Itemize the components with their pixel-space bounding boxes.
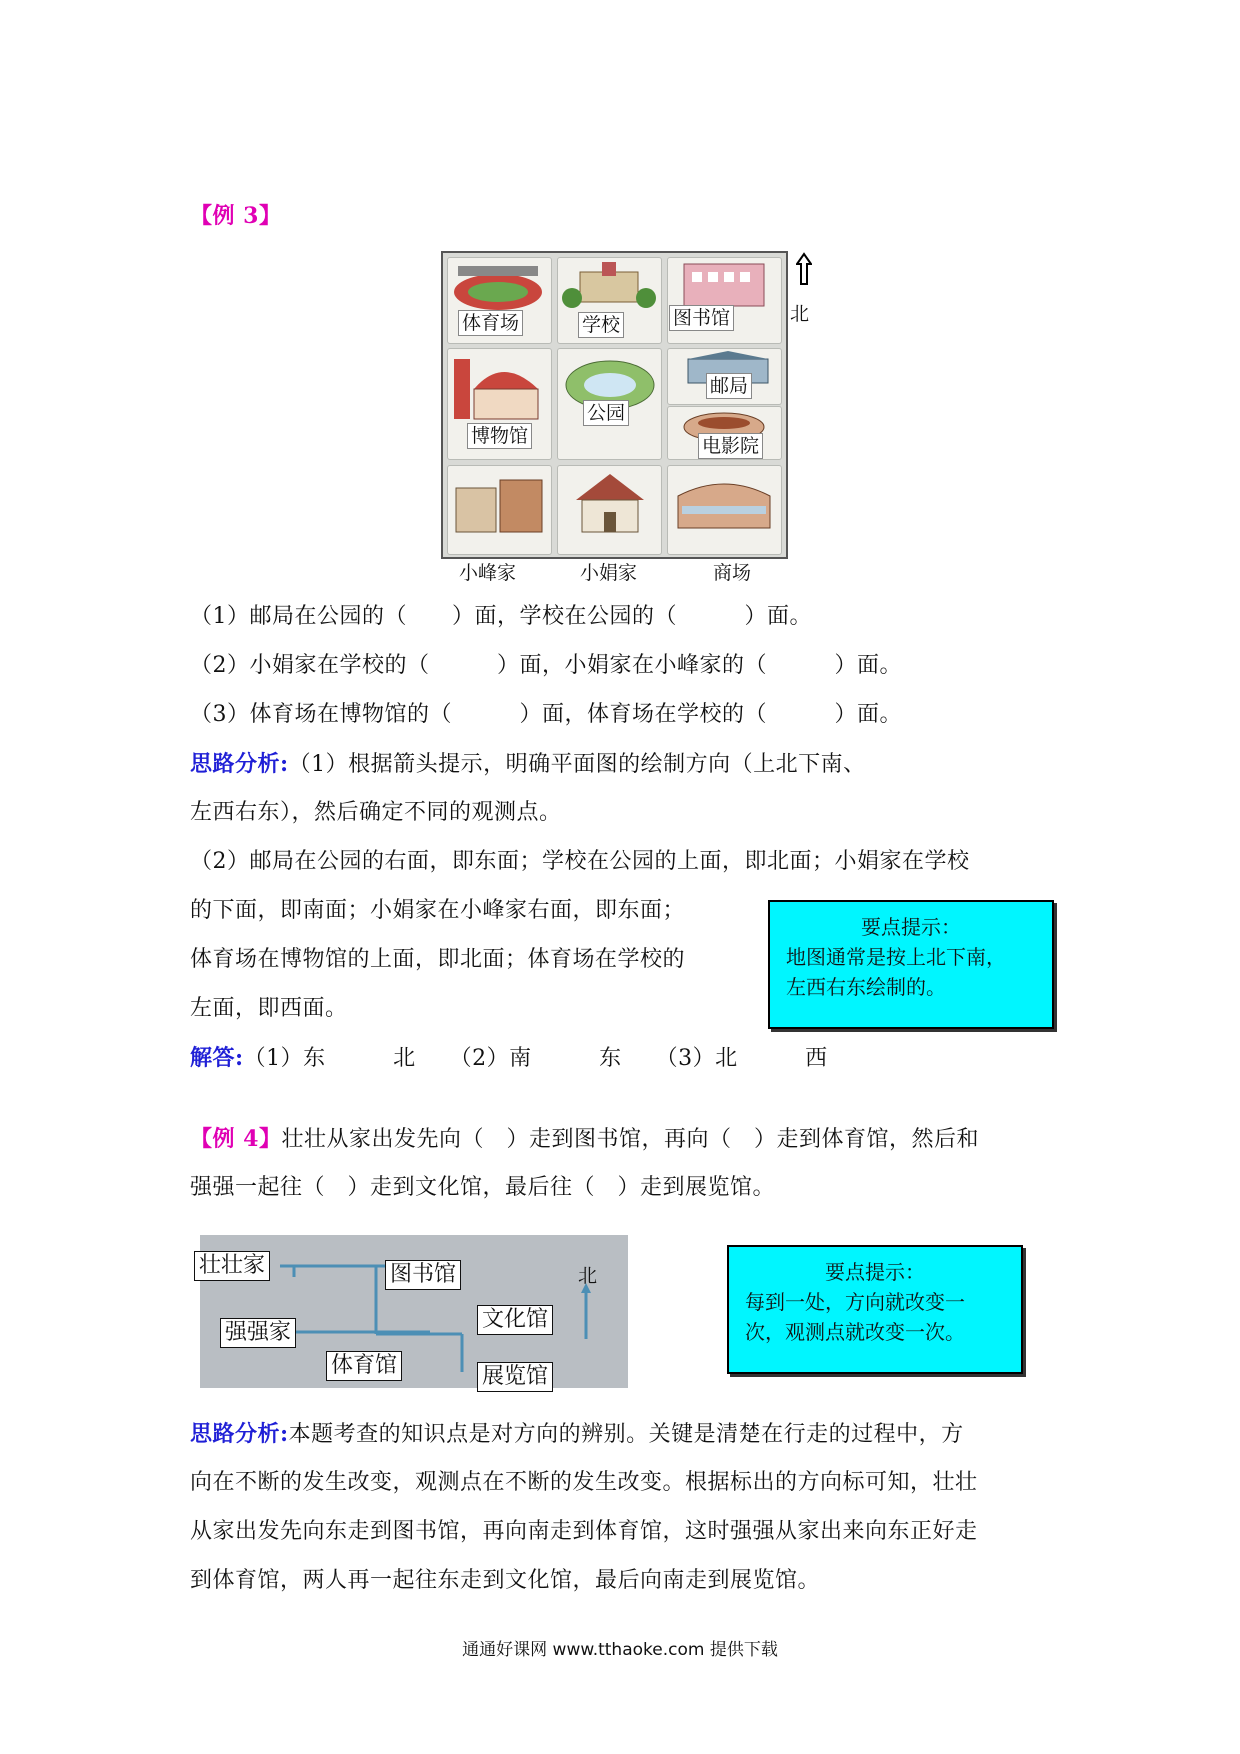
question-3: （3）体育场在博物馆的（ ）面，体育场在学校的（ ）面。: [190, 702, 902, 727]
example-4-analysis-line-1: [190, 1419, 964, 1450]
apartment-icon: [448, 466, 551, 536]
example-4-line-1: [190, 1124, 979, 1155]
question-1: （1）邮局在公园的（ ）面，学校在公园的（ ）面。: [190, 604, 812, 629]
answer-label: 解答:: [190, 1045, 244, 1071]
analysis-paragraph-line-1: [190, 749, 866, 780]
house-icon: [558, 466, 661, 536]
xiaofeng-home-illustration: [447, 465, 552, 555]
map-label-xiaofeng-home: 小峰家: [459, 562, 517, 584]
route-north-label: 北: [578, 1265, 598, 1287]
example-4-analysis-line-3: 从家出发先向东走到图书馆，再向南走到体育馆，这时强强从家出来向东正好走: [190, 1519, 978, 1544]
map-label-park: 公园: [583, 400, 629, 426]
map-label-cinema: 电影院: [698, 433, 763, 459]
mall-illustration: [667, 465, 782, 555]
analysis-paragraph-line-5: 体育场在博物馆的上面，即北面；体育场在学校的: [190, 947, 686, 972]
mall-icon: [668, 466, 781, 536]
route-label-library: 图书馆: [385, 1260, 461, 1290]
map-label-post-office: 邮局: [706, 373, 752, 399]
answer-line: [190, 1043, 828, 1074]
north-label: 北: [790, 303, 810, 325]
tip-box-example-4: [727, 1245, 1023, 1374]
tip-line-1: 地图通常是按上北下南，: [786, 945, 1006, 969]
analysis-label: 思路分析:: [190, 751, 289, 777]
tip-title: 要点提示：: [861, 915, 961, 939]
analysis-text: 本题考查的知识点是对方向的辨别。关键是清楚在行走的过程中，方: [288, 1422, 964, 1447]
school-icon: [558, 258, 661, 318]
tip-title: 要点提示：: [825, 1260, 925, 1284]
analysis-paragraph-line-2: 左西右东），然后确定不同的观测点。: [190, 800, 562, 825]
tip-box-example-3: [768, 900, 1054, 1029]
xiaojuan-home-illustration: [557, 465, 662, 555]
north-arrow-icon: [796, 252, 812, 290]
stadium-icon: [448, 258, 551, 318]
example-3-heading: 【例 3】: [190, 203, 282, 229]
analysis-label: 思路分析:: [190, 1421, 289, 1447]
analysis-paragraph-line-6: 左面，即西面。: [190, 996, 348, 1021]
map-label-library: 图书馆: [669, 305, 734, 331]
campus-map-figure: [441, 251, 788, 559]
analysis-text: （1）根据箭头提示，明确平面图的绘制方向（上北下南、: [288, 752, 866, 777]
example-4-analysis-line-4: 到体育馆，两人再一起往东走到文化馆，最后向南走到展览馆。: [190, 1568, 821, 1593]
tip-line-1: 每到一处，方向就改变一: [745, 1290, 965, 1314]
route-label-qiangqiang-home: 强强家: [220, 1318, 296, 1348]
route-label-stadium: 体育馆: [326, 1351, 402, 1381]
tip-line-2: 左西右东绘制的。: [786, 975, 946, 999]
map-label-school: 学校: [578, 312, 624, 338]
analysis-paragraph-line-4: 的下面，即南面；小娟家在小峰家右面，即东面；: [190, 898, 686, 923]
example-4-question-part-2: 强强一起往（ ）走到文化馆，最后往（ ）走到展览馆。: [190, 1175, 776, 1200]
answer-text: （1）东 北 （2）南 东 （3）北 西: [243, 1046, 828, 1071]
analysis-paragraph-line-3: （2）邮局在公园的右面，即东面；学校在公园的上面，即北面；小娟家在学校: [190, 849, 970, 874]
map-label-mall: 商场: [713, 562, 752, 584]
route-label-exhibition-hall: 展览馆: [477, 1362, 553, 1392]
route-label-zhuangzhuang-home: 壮壮家: [194, 1251, 270, 1281]
page-footer: 通通好课网 www.tthaoke.com 提供下载: [462, 1640, 778, 1660]
route-diagram: [200, 1235, 628, 1388]
museum-icon: [448, 349, 551, 429]
map-label-stadium: 体育场: [458, 310, 523, 336]
question-2: （2）小娟家在学校的（ ）面，小娟家在小峰家的（ ）面。: [190, 653, 902, 678]
example-4-question-part-1: 壮壮从家出发先向（ ）走到图书馆，再向（ ）走到体育馆，然后和: [281, 1127, 979, 1152]
map-label-museum: 博物馆: [467, 423, 532, 449]
example-4-heading: 【例 4】: [190, 1126, 282, 1152]
tip-line-2: 次，观测点就改变一次。: [745, 1320, 965, 1344]
route-label-cultural-center: 文化馆: [477, 1305, 553, 1335]
map-label-xiaojuan-home: 小娟家: [580, 562, 638, 584]
example-4-analysis-line-2: 向在不断的发生改变，观测点在不断的发生改变。根据标出的方向标可知，壮壮: [190, 1470, 978, 1495]
